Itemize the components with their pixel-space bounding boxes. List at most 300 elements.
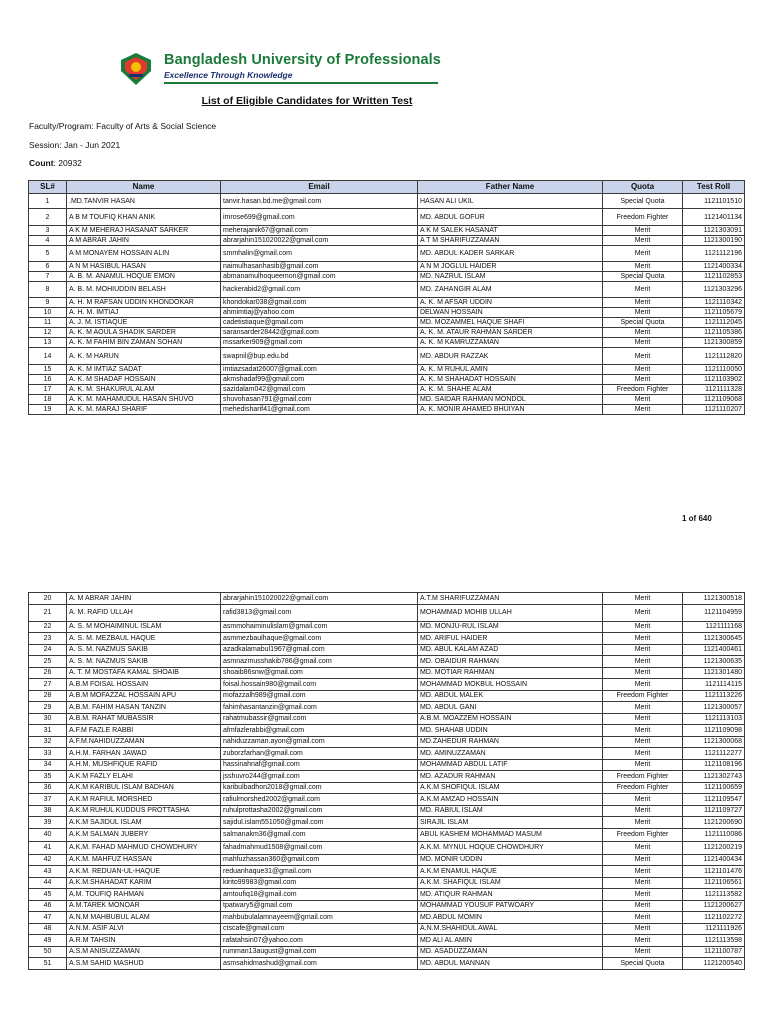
test-roll-cell: 1121101476 xyxy=(683,866,745,878)
father-name-cell: A. K. M SHAHADAT HOSSAIN xyxy=(418,375,603,385)
email-cell: shoaib86snw@gmail.com xyxy=(221,667,418,679)
name-cell: A. J. M. ISTIAQUE xyxy=(67,318,221,328)
father-name-cell: MD. ABDUR RAZZAK xyxy=(418,348,603,365)
name-cell: A.B.M MOFAZZAL HOSSAIN APU xyxy=(67,690,221,702)
test-roll-cell: 1121110086 xyxy=(683,828,745,841)
quota-cell: Merit xyxy=(603,395,683,405)
table-row xyxy=(29,226,745,236)
test-roll-cell: 1121105386 xyxy=(683,328,745,338)
email-cell: abmanamulhoqueemon@gmail.com xyxy=(221,272,418,282)
father-name-cell: A. K. M KAMRUZZAMAN xyxy=(418,338,603,348)
test-roll-cell: 1121105679 xyxy=(683,308,745,318)
sl-cell: 2 xyxy=(29,209,67,226)
quota-cell: Special Quota xyxy=(603,194,683,209)
table-header-row xyxy=(29,181,745,194)
sl-cell: 42 xyxy=(29,854,67,866)
name-cell: A.B.M FOISAL HOSSAIN xyxy=(67,679,221,691)
quota-cell: Merit xyxy=(603,236,683,246)
sl-cell: 39 xyxy=(29,817,67,829)
name-cell: A.K.M RUHUL KUDDUS PROTTASHA xyxy=(67,805,221,817)
email-cell: abrarjahin151020022@gmail.com xyxy=(221,236,418,246)
test-roll-cell: 1121200690 xyxy=(683,817,745,829)
table-row xyxy=(29,656,745,668)
email-cell: rafid3813@gmail.com xyxy=(221,604,418,621)
email-cell: kirito99983@gmail.com xyxy=(221,877,418,889)
sl-cell: 23 xyxy=(29,633,67,645)
table-row xyxy=(29,759,745,771)
sl-cell: 51 xyxy=(29,958,67,970)
test-roll-cell: 1121110050 xyxy=(683,365,745,375)
table-row xyxy=(29,935,745,947)
sl-cell: 49 xyxy=(29,935,67,947)
name-cell: A.F.M FAZLE RABBI xyxy=(67,725,221,737)
sl-cell: 11 xyxy=(29,318,67,328)
faculty-line: Faculty/Program: Faculty of Arts & Social Science xyxy=(29,121,217,131)
quota-cell: Merit xyxy=(603,226,683,236)
table-row xyxy=(29,923,745,935)
document-title: List of Eligible Candidates for Written Test xyxy=(201,95,413,107)
quota-cell: Merit xyxy=(603,946,683,958)
col-header-quota: Quota xyxy=(603,181,683,194)
email-cell: imrose699@gmail.com xyxy=(221,209,418,226)
father-name-cell: MD. ABDUL GOFUR xyxy=(418,209,603,226)
table-row xyxy=(29,621,745,633)
quota-cell: Freedom Fighter xyxy=(603,782,683,794)
test-roll-cell: 1121101510 xyxy=(683,194,745,209)
test-roll-cell: 1121300190 xyxy=(683,236,745,246)
father-name-cell: MD. RABIUL ISLAM xyxy=(418,805,603,817)
name-cell: A.K.M. MAHFUZ HASSAN xyxy=(67,854,221,866)
sl-cell: 5 xyxy=(29,246,67,262)
university-name: Bangladesh University of Professionals xyxy=(164,52,441,68)
test-roll-cell: 1121300635 xyxy=(683,656,745,668)
table-row xyxy=(29,365,745,375)
quota-cell: Merit xyxy=(603,725,683,737)
sl-cell: 12 xyxy=(29,328,67,338)
father-name-cell: A.T.M SHARIFUZZAMAN xyxy=(418,593,603,605)
father-name-cell: MD.ZAHEDUR RAHMAN xyxy=(418,736,603,748)
table-row xyxy=(29,246,745,262)
father-name-cell: DELWAN HOSSAIN xyxy=(418,308,603,318)
test-roll-cell: 1121106561 xyxy=(683,877,745,889)
count-value: : 20932 xyxy=(53,158,82,168)
table-body xyxy=(29,194,745,415)
name-cell: A.H.M. MUSHFIQUE RAFID xyxy=(67,759,221,771)
quota-cell: Merit xyxy=(603,405,683,415)
father-name-cell: MOHAMMAD ABDUL LATIF xyxy=(418,759,603,771)
test-roll-cell: 1121400334 xyxy=(683,262,745,272)
table-row xyxy=(29,328,745,338)
name-cell: A.N.M MAHBUBUL ALAM xyxy=(67,912,221,924)
father-name-cell: A.K.M SHOFIQUL ISLAM xyxy=(418,782,603,794)
name-cell: A.K.M FAZLY ELAHI xyxy=(67,771,221,783)
table-row xyxy=(29,900,745,912)
father-name-cell: MD. MOZAMMEL HAQUE SHAFI xyxy=(418,318,603,328)
father-name-cell: MD. ABDUL KADER SARKAR xyxy=(418,246,603,262)
father-name-cell: A N M JOGLUL HAIDER xyxy=(418,262,603,272)
father-name-cell: A.N.M.SHAHIDUL AWAL xyxy=(418,923,603,935)
quota-cell: Merit xyxy=(603,282,683,298)
name-cell: A.K.M.SHAHADAT KARIM xyxy=(67,877,221,889)
name-cell: A.M.TAREK MONOAR xyxy=(67,900,221,912)
test-roll-cell: 1121113103 xyxy=(683,713,745,725)
test-roll-cell: 1121109098 xyxy=(683,725,745,737)
test-roll-cell: 1121300859 xyxy=(683,338,745,348)
email-cell: ctscafe@gmail.com xyxy=(221,923,418,935)
father-name-cell: MD. ASADUZZAMAN xyxy=(418,946,603,958)
quota-cell: Merit xyxy=(603,644,683,656)
test-roll-cell: 1121109547 xyxy=(683,794,745,806)
email-cell: rafatahsin07@yahoo.com xyxy=(221,935,418,947)
father-name-cell: MOHAMMAD MOKBUL HOSSAIN xyxy=(418,679,603,691)
quota-cell: Special Quota xyxy=(603,958,683,970)
table-row xyxy=(29,262,745,272)
email-cell: foisal.hossain980@gmail.com xyxy=(221,679,418,691)
sl-cell: 48 xyxy=(29,923,67,935)
father-name-cell: A. K. MONIR AHAMED BHUIYAN xyxy=(418,405,603,415)
name-cell: A.N.M. ASIF ALVI xyxy=(67,923,221,935)
col-header-test-roll: Test Roll xyxy=(683,181,745,194)
father-name-cell: HASAN ALI UKIL xyxy=(418,194,603,209)
email-cell: cadetistiaque@gmail.com xyxy=(221,318,418,328)
col-header-father-name: Father Name xyxy=(418,181,603,194)
table-row xyxy=(29,338,745,348)
father-name-cell: MOHAMMAD MOHIB ULLAH xyxy=(418,604,603,621)
table-row xyxy=(29,633,745,645)
father-name-cell: MD. ABDUL MALEK xyxy=(418,690,603,702)
quota-cell: Freedom Fighter xyxy=(603,690,683,702)
sl-cell: 27 xyxy=(29,679,67,691)
table-row xyxy=(29,194,745,209)
name-cell: A.K.M KARIBUL ISLAM BADHAN xyxy=(67,782,221,794)
table-row xyxy=(29,690,745,702)
email-cell: rumman13august@gmail.com xyxy=(221,946,418,958)
table-row xyxy=(29,604,745,621)
test-roll-cell: 1121113598 xyxy=(683,935,745,947)
name-cell: A. K. M IMTIAZ SADAT xyxy=(67,365,221,375)
test-roll-cell: 1121112196 xyxy=(683,246,745,262)
quota-cell: Merit xyxy=(603,713,683,725)
quota-cell: Merit xyxy=(603,854,683,866)
quota-cell: Merit xyxy=(603,667,683,679)
quota-cell: Merit xyxy=(603,841,683,854)
quota-cell: Merit xyxy=(603,246,683,262)
father-name-cell: A.K.M. SHAFIQUL ISLAM xyxy=(418,877,603,889)
sl-cell: 28 xyxy=(29,690,67,702)
name-cell: A.H.M. FARHAN JAWAD xyxy=(67,748,221,760)
test-roll-cell: 1121302743 xyxy=(683,771,745,783)
email-cell: asmnazmusshakib786@gmail.com xyxy=(221,656,418,668)
quota-cell: Merit xyxy=(603,817,683,829)
father-name-cell: MD. ARIFUL HAIDER xyxy=(418,633,603,645)
sl-cell: 44 xyxy=(29,877,67,889)
father-name-cell: ABUL KASHEM MOHAMMAD MASUM xyxy=(418,828,603,841)
logo-divider xyxy=(164,82,438,84)
name-cell: A. S. M. NAZMUS SAKIB xyxy=(67,656,221,668)
sl-cell: 8 xyxy=(29,282,67,298)
quota-cell: Freedom Fighter xyxy=(603,209,683,226)
table-row xyxy=(29,348,745,365)
candidates-table-page1 xyxy=(28,180,745,415)
email-cell: asmmezbaulhaque@gmail.com xyxy=(221,633,418,645)
table-row xyxy=(29,713,745,725)
quota-cell: Merit xyxy=(603,308,683,318)
email-cell: fahimhasantanzin@gmail.com xyxy=(221,702,418,714)
test-roll-cell: 1121102853 xyxy=(683,272,745,282)
table-row xyxy=(29,946,745,958)
sl-cell: 37 xyxy=(29,794,67,806)
father-name-cell: A. K. M. ATAUR RAHMAN SARDER xyxy=(418,328,603,338)
father-name-cell: MD. OBAIDUR RAHMAN xyxy=(418,656,603,668)
email-cell: ahmimtiaj@yahoo.com xyxy=(221,308,418,318)
table-row xyxy=(29,593,745,605)
email-cell: jsshuvro244@gmail.com xyxy=(221,771,418,783)
name-cell: A. K. M. SHAKURUL ALAM xyxy=(67,385,221,395)
test-roll-cell: 1121111328 xyxy=(683,385,745,395)
email-cell: azadkalamabul1967@gmail.com xyxy=(221,644,418,656)
sl-cell: 24 xyxy=(29,644,67,656)
quota-cell: Freedom Fighter xyxy=(603,385,683,395)
name-cell: A.B.M. FAHIM HASAN TANZIN xyxy=(67,702,221,714)
sl-cell: 26 xyxy=(29,667,67,679)
email-cell: asmmohaiminulislam@gmail.com xyxy=(221,621,418,633)
email-cell: salmanakm36@gmail.com xyxy=(221,828,418,841)
quota-cell: Merit xyxy=(603,633,683,645)
table-row xyxy=(29,828,745,841)
sl-cell: 29 xyxy=(29,702,67,714)
father-name-cell: MD. NAZRUL ISLAM xyxy=(418,272,603,282)
name-cell: A. K. M. MAHAMUDUL HASAN SHUVO xyxy=(67,395,221,405)
email-cell: mofazzalh989@gmail.com xyxy=(221,690,418,702)
sl-cell: 16 xyxy=(29,375,67,385)
father-name-cell: A. K. M RUHUL AMIN xyxy=(418,365,603,375)
table-row xyxy=(29,272,745,282)
email-cell: mssarker909@gmail.com xyxy=(221,338,418,348)
sl-cell: 6 xyxy=(29,262,67,272)
email-cell: mehedisharif41@gmail.com xyxy=(221,405,418,415)
father-name-cell: MD. MOTIAR RAHMAN xyxy=(418,667,603,679)
sl-cell: 14 xyxy=(29,348,67,365)
test-roll-cell: 1121301480 xyxy=(683,667,745,679)
test-roll-cell: 1121113582 xyxy=(683,889,745,901)
name-cell: A. K. M AOULA SHADIK SARDER xyxy=(67,328,221,338)
name-cell: A.K.M SAJIDUL ISLAM xyxy=(67,817,221,829)
quota-cell: Merit xyxy=(603,736,683,748)
quota-cell: Merit xyxy=(603,262,683,272)
father-name-cell: MD. ABDUL MANNAN xyxy=(418,958,603,970)
test-roll-cell: 1121300057 xyxy=(683,702,745,714)
table-row xyxy=(29,736,745,748)
email-cell: imtiazsadat26007@gmail.com xyxy=(221,365,418,375)
email-cell: rahatmubassir@gmail.com xyxy=(221,713,418,725)
table-row xyxy=(29,405,745,415)
quota-cell: Merit xyxy=(603,338,683,348)
father-name-cell: MD. AZADUR RAHMAN xyxy=(418,771,603,783)
father-name-cell: MD. MONJU-RUL ISLAM xyxy=(418,621,603,633)
name-cell: A. M. RAFID ULLAH xyxy=(67,604,221,621)
test-roll-cell: 1121102272 xyxy=(683,912,745,924)
quota-cell: Merit xyxy=(603,877,683,889)
name-cell: A M ABRAR JAHIN xyxy=(67,236,221,246)
test-roll-cell: 1121109068 xyxy=(683,395,745,405)
email-cell: hassinahnaf@gmail.com xyxy=(221,759,418,771)
test-roll-cell: 1121303091 xyxy=(683,226,745,236)
page-number: 1 of 640 xyxy=(682,514,712,523)
email-cell: sajidul.islam551050@gmail.com xyxy=(221,817,418,829)
quota-cell: Merit xyxy=(603,912,683,924)
quota-cell: Special Quota xyxy=(603,272,683,282)
email-cell: mahfuzhassan360@gmail.com xyxy=(221,854,418,866)
father-name-cell: SIRAJIL ISLAM xyxy=(418,817,603,829)
father-name-cell: MD. ATIQUR RAHMAN xyxy=(418,889,603,901)
table-row xyxy=(29,298,745,308)
sl-cell: 21 xyxy=(29,604,67,621)
quota-cell: Freedom Fighter xyxy=(603,771,683,783)
test-roll-cell: 1121110207 xyxy=(683,405,745,415)
email-cell: meherajanik67@gmail.com xyxy=(221,226,418,236)
test-roll-cell: 1121108196 xyxy=(683,759,745,771)
test-roll-cell: 1121111168 xyxy=(683,621,745,633)
quota-cell: Merit xyxy=(603,604,683,621)
table-row xyxy=(29,805,745,817)
quota-cell: Merit xyxy=(603,759,683,771)
name-cell: A.B.M. RAHAT MUBASSIR xyxy=(67,713,221,725)
father-name-cell: MD. AMINUZZAMAN xyxy=(418,748,603,760)
page-break xyxy=(0,576,768,586)
name-cell: A.R.M TAHSIN xyxy=(67,935,221,947)
test-roll-cell: 1121113226 xyxy=(683,690,745,702)
sl-cell: 22 xyxy=(29,621,67,633)
test-roll-cell: 1121112820 xyxy=(683,348,745,365)
name-cell: A M MONAYEM HOSSAIN ALIN xyxy=(67,246,221,262)
table-row xyxy=(29,771,745,783)
father-name-cell: A. K. M AFSAR UDDIN xyxy=(418,298,603,308)
name-cell: A. B. M. MOHIUDDIN BELASH xyxy=(67,282,221,298)
count-label: Count xyxy=(29,158,54,168)
table-row xyxy=(29,725,745,737)
quota-cell: Merit xyxy=(603,889,683,901)
father-name-cell: MD. MONIR UDDIN xyxy=(418,854,603,866)
university-logo xyxy=(118,51,448,87)
table-row xyxy=(29,308,745,318)
sl-cell: 4 xyxy=(29,236,67,246)
sl-cell: 18 xyxy=(29,395,67,405)
name-cell: A.K.M. FAHAD MAHMUD CHOWDHURY xyxy=(67,841,221,854)
name-cell: A. S. M. NAZMUS SAKIB xyxy=(67,644,221,656)
test-roll-cell: 1121200627 xyxy=(683,900,745,912)
sl-cell: 33 xyxy=(29,748,67,760)
test-roll-cell: 1121401134 xyxy=(683,209,745,226)
father-name-cell: A.K.M ENAMUL HAQUE xyxy=(418,866,603,878)
table-row xyxy=(29,209,745,226)
university-tagline: Excellence Through Knowledge xyxy=(164,70,293,80)
email-cell: afmfazlerabbi@gmail.com xyxy=(221,725,418,737)
email-cell: hackerabid2@gmail.com xyxy=(221,282,418,298)
table-row xyxy=(29,877,745,889)
name-cell: A.M. TOUFIQ RAHMAN xyxy=(67,889,221,901)
sl-cell: 1 xyxy=(29,194,67,209)
sl-cell: 20 xyxy=(29,593,67,605)
sl-cell: 40 xyxy=(29,828,67,841)
name-cell: A. K. M HARUN xyxy=(67,348,221,365)
table-row xyxy=(29,667,745,679)
test-roll-cell: 1121300645 xyxy=(683,633,745,645)
table-row xyxy=(29,375,745,385)
test-roll-cell: 1121112277 xyxy=(683,748,745,760)
name-cell: A.K.M. REDUAN-UL-HAQUE xyxy=(67,866,221,878)
father-name-cell: A.K.M. MYNUL HOQUE CHOWDHURY xyxy=(418,841,603,854)
email-cell: zuborzfarhan@gmail.com xyxy=(221,748,418,760)
table-row xyxy=(29,679,745,691)
sl-cell: 47 xyxy=(29,912,67,924)
name-cell: A. M ABRAR JAHIN xyxy=(67,593,221,605)
father-name-cell: A K M SALEK HASANAT xyxy=(418,226,603,236)
test-roll-cell: 1121300068 xyxy=(683,736,745,748)
name-cell: A N M HASIBUL HASAN xyxy=(67,262,221,272)
table-row xyxy=(29,841,745,854)
name-cell: A.S.M SAHID MASHUD xyxy=(67,958,221,970)
quota-cell: Merit xyxy=(603,805,683,817)
table-row xyxy=(29,385,745,395)
sl-cell: 45 xyxy=(29,889,67,901)
name-cell: A. S. M MOHAIMINUL ISLAM xyxy=(67,621,221,633)
email-cell: khondokar038@gmail.com xyxy=(221,298,418,308)
quota-cell: Merit xyxy=(603,900,683,912)
sl-cell: 10 xyxy=(29,308,67,318)
sl-cell: 32 xyxy=(29,736,67,748)
sl-cell: 25 xyxy=(29,656,67,668)
table-row xyxy=(29,854,745,866)
table-row xyxy=(29,912,745,924)
table-row xyxy=(29,866,745,878)
test-roll-cell: 1121200540 xyxy=(683,958,745,970)
sl-cell: 41 xyxy=(29,841,67,854)
name-cell: A. K. M FAHIM BIN ZAMAN SOHAN xyxy=(67,338,221,348)
email-cell: shuvohasan791@gmail.com xyxy=(221,395,418,405)
quota-cell: Merit xyxy=(603,621,683,633)
email-cell: mahbubulalamnayeem@gmail.com xyxy=(221,912,418,924)
email-cell: tanvir.hasan.bd.me@gmail.com xyxy=(221,194,418,209)
father-name-cell: A T M SHARIFUZZAMAN xyxy=(418,236,603,246)
table-row xyxy=(29,889,745,901)
father-name-cell: A. K. M. SHAHE ALAM xyxy=(418,385,603,395)
table-row xyxy=(29,395,745,405)
quota-cell: Merit xyxy=(603,375,683,385)
session-line: Session: Jan - Jun 2021 xyxy=(29,140,121,150)
table-row xyxy=(29,958,745,970)
col-header-sl: SL# xyxy=(29,181,67,194)
name-cell: A. H. M. IMTIAJ xyxy=(67,308,221,318)
email-cell: abrarjahin151020022@gmail.com xyxy=(221,593,418,605)
email-cell: tpatwary5@gmail.com xyxy=(221,900,418,912)
email-cell: sazidalam042@gmail.com xyxy=(221,385,418,395)
name-cell: A.K.M SALMAN JUBERY xyxy=(67,828,221,841)
father-name-cell: MD ALI AL AMIN xyxy=(418,935,603,947)
test-roll-cell: 1121103902 xyxy=(683,375,745,385)
email-cell: swapnil@bup.edu.bd xyxy=(221,348,418,365)
quota-cell: Merit xyxy=(603,935,683,947)
test-roll-cell: 1121111926 xyxy=(683,923,745,935)
sl-cell: 43 xyxy=(29,866,67,878)
candidates-table-page2 xyxy=(28,592,745,970)
sl-cell: 17 xyxy=(29,385,67,395)
table-row xyxy=(29,782,745,794)
father-name-cell: MD. SHAHAB UDDIN xyxy=(418,725,603,737)
table-row xyxy=(29,282,745,298)
sl-cell: 19 xyxy=(29,405,67,415)
table-row xyxy=(29,236,745,246)
quota-cell: Merit xyxy=(603,679,683,691)
